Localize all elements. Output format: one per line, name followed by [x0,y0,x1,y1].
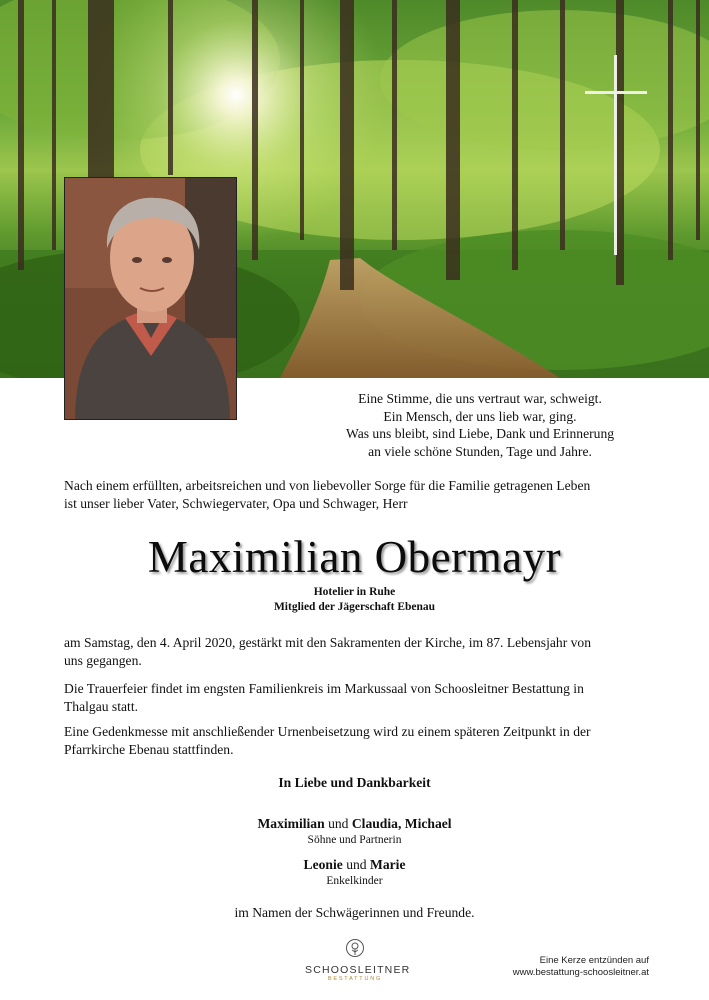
paragraph-line: am Samstag, den 4. April 2020, gestärkt mit den Sakramenten der Kirche, im 87. Lebensjahr von [64,635,592,650]
paragraph-line: Die Trauerfeier findet im engsten Familienkreis im Markussaal von Schoosleitner Bestattung in [64,681,584,696]
paragraph-line: Eine Gedenkmesse mit anschließender Urnenbeisetzung wird zu einem späteren Zeitpunkt in der [64,724,591,739]
deceased-name: Maximilian Obermayr [147,532,562,582]
poem-line: Ein Mensch, der uns lieb war, ging. [383,408,577,424]
intro-line: Nach einem erfüllten, arbeitsreichen und von liebevoller Sorge für die Familie getragenen Leben [64,478,591,493]
rose-icon [345,938,365,958]
title-line: Mitglied der Jägerschaft Ebenau [273,601,436,613]
family-name: Claudia, Michael [351,816,452,831]
title-line: Hotelier in Ruhe [313,586,396,598]
deceased-titles [0,585,709,615]
poem-verse [290,390,670,460]
death-notice-paragraph [64,634,654,670]
funeral-home-logo [305,938,411,982]
family-name: Leonie [303,857,343,872]
family-role: Söhne und Partnerin [307,834,402,846]
family-role: Enkelkinder [326,875,383,887]
candle-line: Eine Kerze entzünden auf [539,955,649,966]
paragraph-line: uns gegangen. [64,653,142,668]
poem-line: Eine Stimme, die uns vertraut war, schweigt. [358,391,602,406]
logo-subtitle: BESTATTUNG [327,976,383,982]
family-name: Marie [370,857,406,872]
closing-love: In Liebe und Dankbarkeit [278,775,431,790]
family-group-sons [0,815,709,847]
candle-note [513,955,649,979]
closing-line: im Namen der Schwägerinnen und Freunde. [234,905,475,920]
intro-text [64,477,654,513]
funeral-paragraph [64,680,654,716]
paragraph-line: Thalgau statt. [64,699,138,714]
memorial-mass-paragraph [64,723,654,759]
candle-url-link[interactable]: www.bestattung-schoosleitner.at [512,967,649,978]
paragraph-line: Pfarrkirche Ebenau stattfinden. [64,742,234,757]
poem-line: an viele schöne Stunden, Tage und Jahre. [368,443,592,459]
intro-line: ist unser lieber Vater, Schwiegervater, Opa und Schwager, Herr [64,496,408,511]
family-group-grandchildren [0,856,709,888]
poem-line: Was uns bleibt, sind Liebe, Dank und Erinnerung [345,426,615,441]
family-name: Maximilian [257,816,325,831]
family-joiner: und [328,816,349,831]
family-joiner: und [346,857,367,872]
portrait-photo [64,177,237,420]
logo-name: SCHOOSLEITNER [305,964,411,976]
